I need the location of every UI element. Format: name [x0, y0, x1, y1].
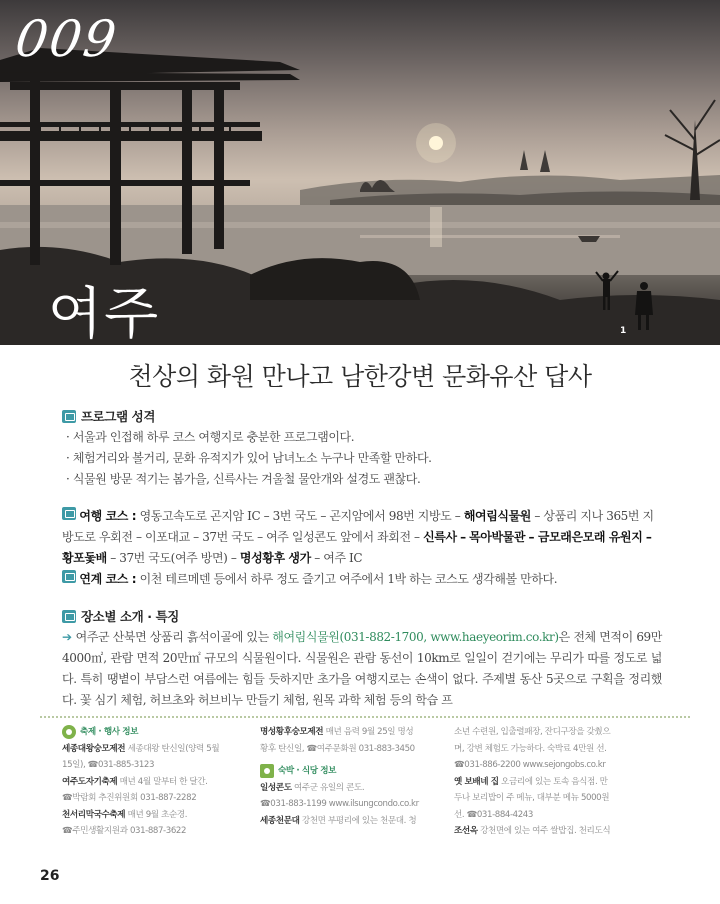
book-icon — [62, 410, 76, 423]
info-line: ☎031-886-2200 www.sejongobs.co.kr — [454, 760, 606, 770]
program-bullet: · 서울과 인접해 하루 코스 여행지로 충분한 프로그램이다. — [66, 430, 355, 444]
info-line: 명성황후숭모제전 매년 음력 9월 25일 명성 — [260, 727, 414, 737]
info-line: ☎주민생활지원과 031-887-3622 — [62, 826, 187, 836]
places-text: 여주군 산북면 상품리 흙석이골에 있는 — [75, 630, 269, 644]
restaurant-info-column — [454, 724, 654, 840]
festival-info-column — [62, 724, 244, 840]
lodging-icon — [260, 764, 274, 778]
course-stop: 목아박물관 — [469, 530, 526, 544]
program-bullet: · 체험거리와 볼거리, 문화 유적지가 있어 남녀노소 누구나 만족할 만하다. — [66, 451, 432, 465]
link-course — [62, 569, 662, 590]
course-text: – 상품리 지나 — [534, 509, 603, 523]
course-stop: 해여림식물원 — [463, 509, 531, 523]
places-text: 은 전체 면 — [558, 630, 611, 644]
places-text: 별 동산 5곳으로 구획을 정리했다. 꽃 심기 체험, 허브초와 허브비누 만들기 체험, 원목 과학 체험 등의 학습 프 — [62, 672, 662, 707]
places-paragraph — [62, 627, 662, 711]
travel-course-label: 여행 코스 : — [79, 509, 137, 523]
info-line: 일성콘도 여주군 유일의 콘도. — [260, 782, 365, 793]
places-section-heading — [62, 606, 662, 627]
course-text: – 여주 IC — [314, 551, 363, 565]
info-line: 15일), ☎031-885-3123 — [62, 760, 155, 770]
magnifier-icon — [62, 610, 76, 623]
course-stop: 신륵사 — [423, 530, 457, 544]
dotted-divider — [40, 716, 690, 718]
course-text: – 금 — [528, 530, 550, 544]
course-text: – — [645, 530, 652, 544]
course-stop: 모래은모래 유원지 — [549, 530, 643, 544]
lodging-heading — [260, 763, 436, 780]
course-text: – — [460, 530, 466, 544]
program-heading-text: 프로그램 성격 — [81, 409, 156, 424]
program-section-heading — [62, 406, 662, 427]
info-line: 조선옥 강천면에 있는 여주 쌀밥집. 천리도식 — [454, 826, 611, 836]
course-stop: 황포돛배 — [62, 551, 107, 565]
link-course-text: 이천 테르메덴 등에서 하루 정도 즐기고 여주에서 1박 하는 코스도 생각해볼 만하다. — [139, 572, 558, 586]
lodging-info-column — [260, 724, 436, 829]
photo-number: 1 — [620, 326, 627, 336]
hero-photo — [0, 0, 720, 345]
festival-icon — [62, 725, 76, 739]
festival-heading-text: 축제 · 행사 정보 — [80, 727, 139, 737]
info-line: ☎박람회 추진위원회 031-887-2282 — [62, 793, 197, 803]
places-heading-text: 장소별 소개 · 특징 — [81, 609, 179, 624]
info-line: 세종천문대 강천면 부평리에 있는 천문대. 청 — [260, 815, 417, 826]
places-text: 적이 69만4000㎡, 관람 면적 20만㎡ 규모의 식물원이다. 식물원은 관람 동선이 10km로 일일이 걷기에는 무 — [62, 630, 662, 665]
course-text: – 37번 국도(여주 방면) – — [110, 551, 237, 565]
region-title: 여주 — [48, 282, 161, 345]
program-bullet: · 식물원 방문 적기는 봄가을, 신륵사는 겨울철 물안개와 설경도 괜찮다. — [66, 472, 421, 486]
info-line: 여주도자기축제 매년 4월 말부터 한 달간. — [62, 776, 208, 787]
info-line: 두나 보리밥이 주 메뉴, 대부분 메뉴 5000원 — [454, 793, 610, 803]
travel-course — [62, 506, 662, 569]
page-number: 26 — [40, 868, 60, 884]
info-line: 소년 수련원, 입출렬패장, 잔디구장을 갖췄으 — [454, 727, 611, 737]
places-text: 리가 따를 정도로 넓다. 특히 땡볕이 부담스런 여름에는 힘들 듯하지만 초가을 여행지로는 손색이 없다. 주제 — [62, 651, 662, 686]
article-body — [62, 406, 662, 711]
info-line: 옛 보배네 집 오금리에 있는 토속 음식점. 만 — [454, 776, 608, 787]
course-text: 365번 지방도로 우회전 – 이포대교 – 37번 국도 – 여주 일성콘도 앞에서 좌회전 – — [62, 509, 654, 544]
chapter-number: 009 — [11, 10, 122, 68]
info-line: ☎031-883-1199 www.ilsungcondo.co.kr — [260, 799, 419, 809]
course-text: 영동고속도로 곤지암 IC – 3번 국도 – 곤지암에서 98번 지방도 – — [139, 509, 461, 523]
car-icon — [62, 507, 76, 520]
info-line: 세종대왕숭모제전 세종대왕 탄신일(양력 5월 — [62, 743, 220, 754]
festival-heading — [62, 724, 244, 741]
info-line: 며, 강변 체험도 가능하다. 숙박료 4만원 선. — [454, 743, 607, 754]
link-course-label: 연계 코스 : — [79, 572, 137, 586]
course-stop: 명성황후 생가 — [239, 551, 311, 565]
arrow-icon: ➔ — [62, 630, 72, 644]
garden-contact-highlight: 해여림식물원(031-882-1700, www.haeyeorim.co.kr) — [272, 630, 559, 644]
lodging-heading-text: 숙박 · 식당 정보 — [278, 766, 337, 776]
link-icon — [62, 570, 76, 583]
info-line: 황후 탄신일, ☎여주문화원 031-883-3450 — [260, 743, 415, 754]
page-headline: 천상의 화원 만나고 남한강변 문화유산 답사 — [128, 362, 592, 391]
info-line: 선. ☎031-884-4243 — [454, 809, 533, 820]
info-line: 천서리막국수축제 매년 9월 초순경. — [62, 809, 188, 820]
